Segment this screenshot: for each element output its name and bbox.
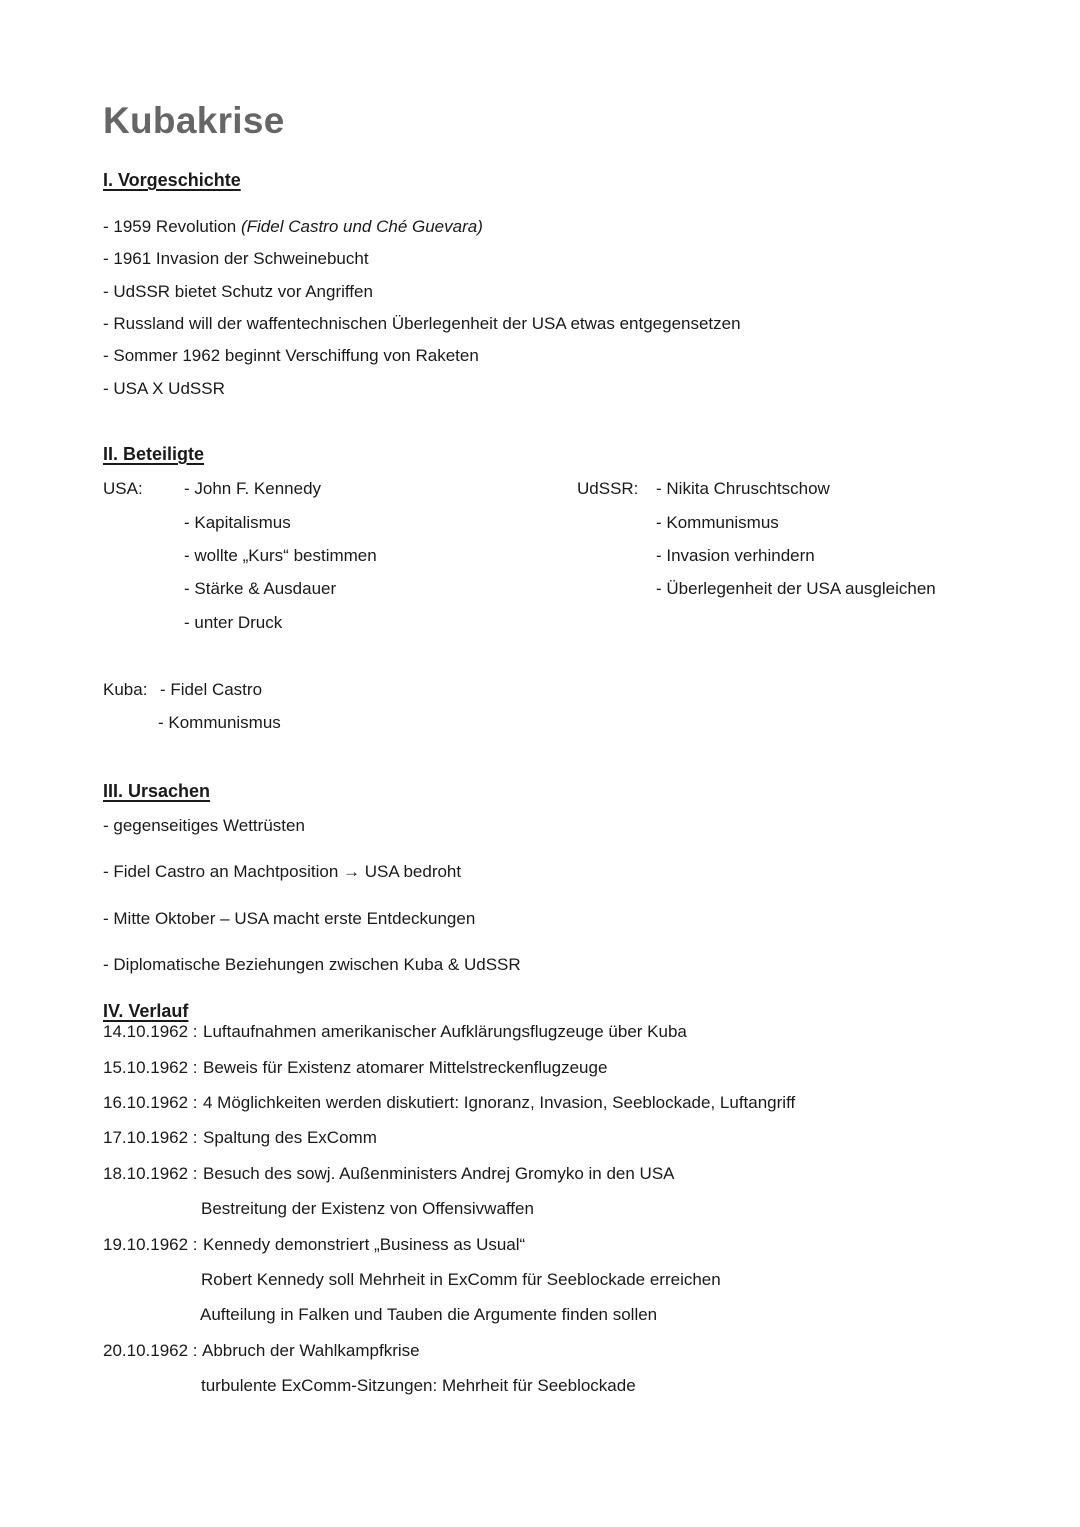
usa-item: - John F. Kennedy xyxy=(184,479,322,498)
list-item: - Mitte Oktober – USA macht erste Entdeckungen xyxy=(103,909,476,928)
timeline-text: Spaltung des ExComm xyxy=(203,1128,377,1147)
timeline-date: 14.10.1962 : xyxy=(103,1022,198,1041)
timeline-text: Besuch des sowj. Außenministers Andrej Gromyko in den USA xyxy=(203,1164,675,1183)
list-item: - 1961 Invasion der Schweinebucht xyxy=(103,249,369,268)
timeline-text: Abbruch der Wahlkampfkrise xyxy=(202,1341,420,1360)
timeline-date: 17.10.1962 : xyxy=(103,1128,198,1147)
timeline-text: Aufteilung in Falken und Tauben die Argumente finden sollen xyxy=(200,1305,658,1324)
udssr-label: UdSSR: xyxy=(577,479,639,498)
list-item: - gegenseitiges Wettrüsten xyxy=(103,816,305,835)
kuba-item: - Kommunismus xyxy=(158,713,281,732)
timeline-text: Robert Kennedy soll Mehrheit in ExComm für Seeblockade erreichen xyxy=(201,1270,721,1289)
usa-item: - Stärke & Ausdauer xyxy=(184,579,337,598)
usa-item: - unter Druck xyxy=(184,613,283,632)
usa-item: - wollte „Kurs“ bestimmen xyxy=(184,546,377,565)
section-heading-vorgeschichte: I. Vorgeschichte xyxy=(103,170,241,190)
udssr-item: - Nikita Chruschtschow xyxy=(656,479,830,498)
timeline-text: turbulente ExComm-Sitzungen: Mehrheit für Seeblockade xyxy=(201,1376,636,1395)
udssr-item: - Überlegenheit der USA ausgleichen xyxy=(656,579,936,598)
list-item: - Sommer 1962 beginnt Verschiffung von Raketen xyxy=(103,346,479,365)
kuba-label: Kuba: xyxy=(103,680,148,699)
timeline-date: 20.10.1962 : xyxy=(103,1341,198,1360)
udssr-item: - Invasion verhindern xyxy=(656,546,815,565)
kuba-item: - Fidel Castro xyxy=(160,680,263,699)
timeline-date: 16.10.1962 : xyxy=(103,1093,198,1112)
list-item: - Russland will der waffentechnischen Überlegenheit der USA etwas entgegensetzen xyxy=(103,314,741,333)
timeline-date: 15.10.1962 : xyxy=(103,1058,198,1077)
timeline-text: Bestreitung der Existenz von Offensivwaffen xyxy=(201,1199,534,1218)
timeline-date: 18.10.1962 : xyxy=(103,1164,198,1183)
usa-label: USA: xyxy=(103,479,143,498)
timeline-date: 19.10.1962 : xyxy=(103,1235,198,1254)
udssr-item: - Kommunismus xyxy=(656,513,779,532)
section-heading-verlauf: IV. Verlauf xyxy=(103,1001,189,1021)
list-item: - UdSSR bietet Schutz vor Angriffen xyxy=(103,282,373,301)
list-item: - Diplomatische Beziehungen zwischen Kuba & UdSSR xyxy=(103,955,521,974)
list-item: - Fidel Castro an Machtposition → USA bedroht xyxy=(103,862,462,881)
usa-item: - Kapitalismus xyxy=(184,513,291,532)
list-item-italic: (Fidel Castro und Ché Guevara) xyxy=(240,217,483,236)
section-heading-ursachen: III. Ursachen xyxy=(103,781,211,801)
page-title: Kubakrise xyxy=(103,100,285,141)
list-item: - USA X UdSSR xyxy=(103,379,225,398)
timeline-text: Luftaufnahmen amerikanischer Aufklärungsflugzeuge über Kuba xyxy=(203,1022,687,1041)
section-heading-beteiligte: II. Beteiligte xyxy=(103,444,205,464)
timeline-text: 4 Möglichkeiten werden diskutiert: Ignoranz, Invasion, Seeblockade, Luftangriff xyxy=(203,1093,796,1112)
timeline-text: Beweis für Existenz atomarer Mittelstreckenflugzeuge xyxy=(203,1058,608,1077)
timeline-text: Kennedy demonstriert „Business as Usual“ xyxy=(203,1235,526,1254)
list-item-text: - 1959 Revolution xyxy=(103,217,241,236)
list-item xyxy=(103,216,483,238)
